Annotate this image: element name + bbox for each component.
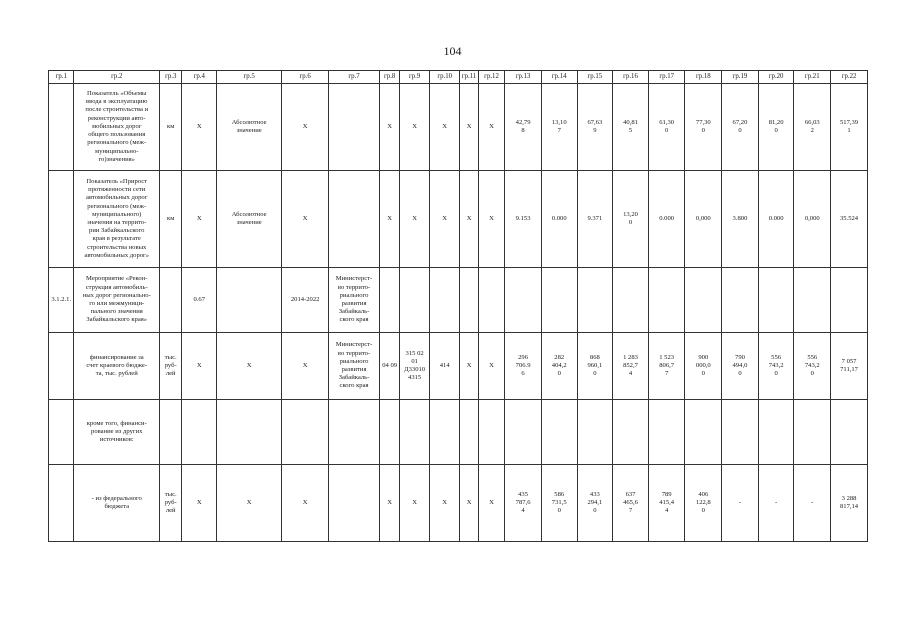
table-cell	[794, 400, 831, 465]
column-header: гр.18	[685, 71, 722, 84]
table-cell	[685, 400, 722, 465]
table-cell	[329, 465, 380, 542]
table-row	[49, 400, 868, 465]
table-cell: 868 960,1 0	[577, 333, 613, 400]
table-cell: 406 122,8 0	[685, 465, 722, 542]
table-cell: -	[758, 465, 794, 542]
table-cell: км	[160, 84, 182, 171]
column-header: гр.16	[613, 71, 649, 84]
column-header: гр.8	[380, 71, 400, 84]
table-cell: X	[380, 465, 400, 542]
table-cell: 790 494,0 0	[722, 333, 759, 400]
table-cell: X	[380, 171, 400, 268]
table-row	[49, 465, 868, 542]
table-cell	[648, 400, 685, 465]
column-header: гр.11	[460, 71, 478, 84]
table-cell: тыс. руб- лей	[160, 333, 182, 400]
table-cell	[722, 400, 759, 465]
table-cell: 9.371	[577, 171, 613, 268]
table-cell	[541, 400, 577, 465]
table-cell: Показатель «Объемы ввода в эксплуатацию после строительства и реконструкции авто- мобильных дорог общего пользования регионального (меж- муниципально- го)значения»	[74, 84, 160, 171]
table-cell: 3 288 817,14	[831, 465, 868, 542]
table-cell: 556 743,2 0	[794, 333, 831, 400]
table-cell	[329, 400, 380, 465]
column-header: гр.7	[329, 71, 380, 84]
table-cell: Министерст- во террито- риального развития Забайкаль- ского края	[329, 268, 380, 333]
table-cell: 66,03 2	[794, 84, 831, 171]
table-cell: 556 743,2 0	[758, 333, 794, 400]
column-header: гр.10	[429, 71, 460, 84]
table-cell	[329, 84, 380, 171]
table-cell	[577, 268, 613, 333]
table-cell: X	[282, 171, 329, 268]
table-cell: X	[380, 84, 400, 171]
table-cell: Абсолютное значение	[217, 84, 282, 171]
table-cell: 0,000	[685, 171, 722, 268]
column-header: гр.1	[49, 71, 74, 84]
table-cell	[380, 268, 400, 333]
table-cell	[613, 268, 649, 333]
table-cell: 3.1.2.1.	[49, 268, 74, 333]
table-cell: 282 404,2 0	[541, 333, 577, 400]
table-cell	[429, 400, 460, 465]
table-cell	[505, 400, 542, 465]
table-cell: 35.524	[831, 171, 868, 268]
table-cell: 3.800	[722, 171, 759, 268]
column-header: гр.2	[74, 71, 160, 84]
table-cell	[49, 333, 74, 400]
table-cell	[182, 400, 217, 465]
table-row	[49, 268, 868, 333]
table-cell	[329, 171, 380, 268]
table-cell: X	[400, 465, 430, 542]
table-cell: X	[182, 84, 217, 171]
table-cell: X	[217, 333, 282, 400]
table-cell	[831, 400, 868, 465]
table-cell: X	[282, 333, 329, 400]
table-cell: X	[478, 465, 504, 542]
table-cell	[758, 400, 794, 465]
table-cell: X	[478, 333, 504, 400]
table-cell	[49, 84, 74, 171]
table-cell	[831, 268, 868, 333]
table-cell: X	[182, 333, 217, 400]
table-cell	[49, 171, 74, 268]
column-header: гр.15	[577, 71, 613, 84]
column-header: гр.14	[541, 71, 577, 84]
table-cell: 315 02 01 Д33010 4315	[400, 333, 430, 400]
table-cell: X	[217, 465, 282, 542]
table-cell: 77,30 0	[685, 84, 722, 171]
table-cell: Министерст- во террито- риального развития Забайкаль- ского края	[329, 333, 380, 400]
table-cell: 40,81 5	[613, 84, 649, 171]
table-cell	[380, 400, 400, 465]
table-cell: X	[400, 171, 430, 268]
table-cell: 1 523 806,7 7	[648, 333, 685, 400]
table-cell: 9.153	[505, 171, 542, 268]
table-cell: 900 000,0 0	[685, 333, 722, 400]
table-cell: 67,63 9	[577, 84, 613, 171]
table-cell	[217, 268, 282, 333]
table-cell: 789 415,4 4	[648, 465, 685, 542]
table-cell: 586 731,5 0	[541, 465, 577, 542]
table-cell: X	[429, 465, 460, 542]
table-cell	[478, 400, 504, 465]
table-cell	[49, 465, 74, 542]
table-cell: -	[722, 465, 759, 542]
table-cell: X	[460, 84, 478, 171]
column-header: гр.9	[400, 71, 430, 84]
table-cell: X	[400, 84, 430, 171]
column-header: гр.12	[478, 71, 504, 84]
table-cell: 81,20 0	[758, 84, 794, 171]
table-cell: 414	[429, 333, 460, 400]
table-cell: 296 706.9 6	[505, 333, 542, 400]
table-cell	[722, 268, 759, 333]
table-cell: 13,20 0	[613, 171, 649, 268]
table-cell	[577, 400, 613, 465]
column-header: гр.22	[831, 71, 868, 84]
table-cell: 04 09	[380, 333, 400, 400]
column-header: гр.19	[722, 71, 759, 84]
table-cell	[49, 400, 74, 465]
table-cell: X	[429, 171, 460, 268]
table-cell: 0.000	[541, 171, 577, 268]
table-cell: - из федерального бюджета	[74, 465, 160, 542]
column-header: гр.17	[648, 71, 685, 84]
table-cell	[217, 400, 282, 465]
table-cell	[794, 268, 831, 333]
table-cell: 435 787,6 4	[505, 465, 542, 542]
table-cell: X	[429, 84, 460, 171]
column-header: гр.21	[794, 71, 831, 84]
table-cell: Мероприятие «Рекон- струкция автомобиль- ных дорог регионально- го или межмуници- пального значения Забайкальского края»	[74, 268, 160, 333]
table-cell	[400, 268, 430, 333]
table-cell: 433 294,1 0	[577, 465, 613, 542]
table-cell	[460, 268, 478, 333]
table-row	[49, 84, 868, 171]
table-cell: X	[478, 84, 504, 171]
table-cell: финансирование за счет краевого бюдже- та, тыс. рублей	[74, 333, 160, 400]
table-cell: X	[460, 465, 478, 542]
table-cell	[648, 268, 685, 333]
column-header: гр.4	[182, 71, 217, 84]
page-number: 104	[443, 44, 462, 58]
table-cell	[758, 268, 794, 333]
column-header: гр.13	[505, 71, 542, 84]
table-cell: X	[460, 333, 478, 400]
table-cell: тыс. руб- лей	[160, 465, 182, 542]
table-cell: X	[282, 84, 329, 171]
table-cell	[160, 268, 182, 333]
column-header: гр.6	[282, 71, 329, 84]
table-cell: X	[282, 465, 329, 542]
column-header: гр.20	[758, 71, 794, 84]
table-row	[49, 171, 868, 268]
table-cell: 637 465,6 7	[613, 465, 649, 542]
table-cell: 0.000	[648, 171, 685, 268]
table-cell: 0,000	[794, 171, 831, 268]
table-cell	[685, 268, 722, 333]
table-cell: 7 057 711,17	[831, 333, 868, 400]
table-cell: 13,10 7	[541, 84, 577, 171]
table-cell: 1 283 852,7 4	[613, 333, 649, 400]
table-cell: км	[160, 171, 182, 268]
table-cell	[282, 400, 329, 465]
table-cell	[505, 268, 542, 333]
data-table	[48, 70, 868, 542]
table-cell	[400, 400, 430, 465]
table-cell: X	[460, 171, 478, 268]
table-cell	[478, 268, 504, 333]
column-header: гр.5	[217, 71, 282, 84]
table-cell: 517,39 1	[831, 84, 868, 171]
table-cell	[160, 400, 182, 465]
table-cell: X	[478, 171, 504, 268]
table-cell: -	[794, 465, 831, 542]
table-cell	[613, 400, 649, 465]
table-cell	[541, 268, 577, 333]
table-cell: 67,20 0	[722, 84, 759, 171]
table-cell: 2014-2022	[282, 268, 329, 333]
table-cell: Показатель «Прирост протяженности сети автомобильных дорог регионального (меж- муниципального) значения на террито- рии Забайкальского края в результате строительства новых автомобильных дорог»	[74, 171, 160, 268]
table-cell: 0.000	[758, 171, 794, 268]
table-cell: 42,79 8	[505, 84, 542, 171]
table-cell: 0.67	[182, 268, 217, 333]
table-cell: Абсолютное значение	[217, 171, 282, 268]
table-cell: X	[182, 465, 217, 542]
table-cell: 61,30 0	[648, 84, 685, 171]
header-row	[49, 71, 868, 84]
column-header: гр.3	[160, 71, 182, 84]
table-cell: X	[182, 171, 217, 268]
table-cell: кроме того, финанси- рование из других источников:	[74, 400, 160, 465]
table-row	[49, 333, 868, 400]
table-cell	[460, 400, 478, 465]
table-cell	[429, 268, 460, 333]
